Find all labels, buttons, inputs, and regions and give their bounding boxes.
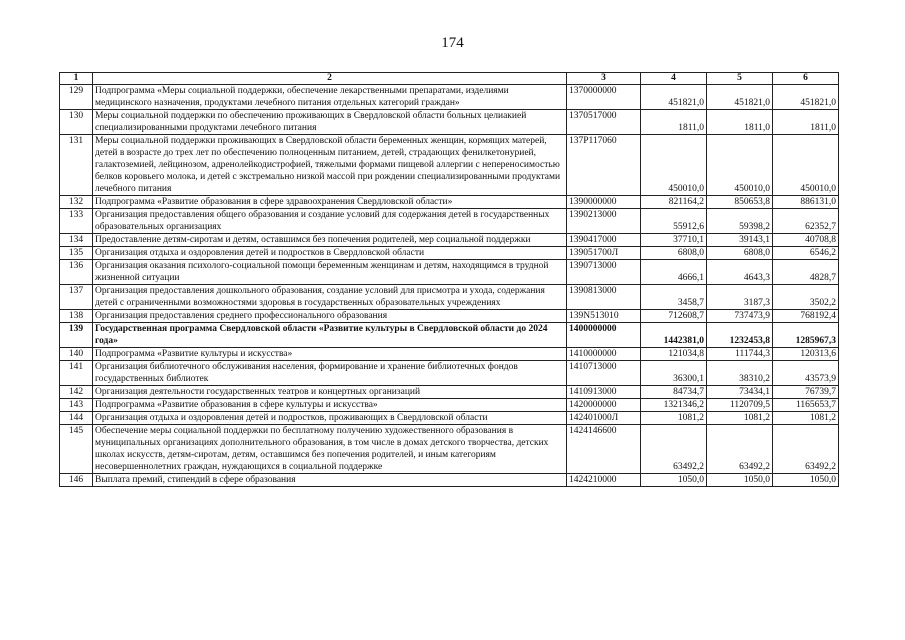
- row-number-cell: 141: [60, 361, 93, 386]
- row-code-cell: 1390813000: [567, 285, 641, 310]
- row-name-cell: Организация предоставления среднего профессионального образования: [93, 310, 567, 323]
- table-row: [60, 209, 839, 234]
- column-header: 2: [93, 73, 567, 85]
- row-value-4-cell: 1321346,2: [641, 399, 707, 412]
- row-value-6-cell: 1811,0: [773, 110, 839, 135]
- table-row: [60, 196, 839, 209]
- row-number-cell: 131: [60, 135, 93, 196]
- column-header: 6: [773, 73, 839, 85]
- row-value-4-cell: 712608,7: [641, 310, 707, 323]
- table-row: [60, 85, 839, 110]
- row-value-4-cell: 36300,1: [641, 361, 707, 386]
- row-code-cell: 137P117060: [567, 135, 641, 196]
- row-number-cell: 139: [60, 323, 93, 348]
- row-value-4-cell: 1081,2: [641, 412, 707, 425]
- table-row: [60, 110, 839, 135]
- row-name-cell: Подпрограмма «Развитие образования в сфере культуры и искусства»: [93, 399, 567, 412]
- table-row: [60, 234, 839, 247]
- row-number-cell: 143: [60, 399, 93, 412]
- row-code-cell: 1370517000: [567, 110, 641, 135]
- row-name-cell: Подпрограмма «Развитие культуры и искусства»: [93, 348, 567, 361]
- row-name-cell: Подпрограмма «Меры социальной поддержки, обеспечение лекарственными препаратами, изделиями медицинского назначения, продуктами лечебного питания отдельных категорий граждан»: [93, 85, 567, 110]
- row-value-5-cell: 737473,9: [707, 310, 773, 323]
- row-value-6-cell: 1285967,3: [773, 323, 839, 348]
- row-name-cell: Организация отдыха и оздоровления детей и подростков, проживающих в Свердловской области: [93, 412, 567, 425]
- budget-table: [59, 72, 839, 487]
- row-name-cell: Меры социальной поддержки по обеспечению проживающих в Свердловской области больных целиакией специализированными продуктами лечебного питания: [93, 110, 567, 135]
- row-code-cell: 139N513010: [567, 310, 641, 323]
- row-value-6-cell: 40708,8: [773, 234, 839, 247]
- column-header: 3: [567, 73, 641, 85]
- row-value-6-cell: 76739,7: [773, 386, 839, 399]
- table-row: [60, 412, 839, 425]
- row-value-5-cell: 38310,2: [707, 361, 773, 386]
- row-value-5-cell: 73434,1: [707, 386, 773, 399]
- row-value-5-cell: 4643,3: [707, 260, 773, 285]
- row-value-6-cell: 3502,2: [773, 285, 839, 310]
- row-name-cell: Организация библиотечного обслуживания населения, формирование и хранение библиотечных фондов государственных библиотек: [93, 361, 567, 386]
- table-row: [60, 386, 839, 399]
- table-row: [60, 260, 839, 285]
- row-value-4-cell: 37710,1: [641, 234, 707, 247]
- row-value-5-cell: 1050,0: [707, 474, 773, 487]
- table-row: [60, 310, 839, 323]
- row-value-6-cell: 1165653,7: [773, 399, 839, 412]
- row-value-4-cell: 1811,0: [641, 110, 707, 135]
- row-value-5-cell: 3187,3: [707, 285, 773, 310]
- row-value-4-cell: 1442381,0: [641, 323, 707, 348]
- row-number-cell: 135: [60, 247, 93, 260]
- row-value-5-cell: 1120709,5: [707, 399, 773, 412]
- row-value-5-cell: 451821,0: [707, 85, 773, 110]
- row-code-cell: 1370000000: [567, 85, 641, 110]
- row-value-4-cell: 84734,7: [641, 386, 707, 399]
- row-value-5-cell: 450010,0: [707, 135, 773, 196]
- row-name-cell: Организация предоставления дошкольного образования, создание условий для присмотра и ухода, содержания детей с ограниченными возможностями здоровья в государственных образовательных учреждениях: [93, 285, 567, 310]
- row-number-cell: 138: [60, 310, 93, 323]
- row-value-6-cell: 886131,0: [773, 196, 839, 209]
- row-number-cell: 144: [60, 412, 93, 425]
- row-value-6-cell: 451821,0: [773, 85, 839, 110]
- row-value-6-cell: 450010,0: [773, 135, 839, 196]
- row-number-cell: 130: [60, 110, 93, 135]
- row-code-cell: 1390713000: [567, 260, 641, 285]
- table-row: [60, 474, 839, 487]
- table-row: [60, 399, 839, 412]
- row-value-4-cell: 63492,2: [641, 425, 707, 474]
- row-code-cell: 1410913000: [567, 386, 641, 399]
- row-value-4-cell: 1050,0: [641, 474, 707, 487]
- row-value-6-cell: 4828,7: [773, 260, 839, 285]
- row-value-4-cell: 121034,8: [641, 348, 707, 361]
- row-value-6-cell: 120313,6: [773, 348, 839, 361]
- column-header: 4: [641, 73, 707, 85]
- table-row: [60, 361, 839, 386]
- row-number-cell: 140: [60, 348, 93, 361]
- row-code-cell: 1390213000: [567, 209, 641, 234]
- table-row: [60, 135, 839, 196]
- column-header: 5: [707, 73, 773, 85]
- row-value-4-cell: 3458,7: [641, 285, 707, 310]
- row-value-6-cell: 1081,2: [773, 412, 839, 425]
- row-name-cell: Организация предоставления общего образования и создание условий для содержания детей в государственных образовательных организациях: [93, 209, 567, 234]
- row-value-5-cell: 1081,2: [707, 412, 773, 425]
- table-row: [60, 323, 839, 348]
- row-value-4-cell: 55912,6: [641, 209, 707, 234]
- table-row: [60, 348, 839, 361]
- row-value-5-cell: 63492,2: [707, 425, 773, 474]
- header-row: [60, 73, 839, 85]
- row-value-5-cell: 59398,2: [707, 209, 773, 234]
- table-row: [60, 247, 839, 260]
- row-number-cell: 142: [60, 386, 93, 399]
- row-code-cell: 1424146600: [567, 425, 641, 474]
- row-name-cell: Обеспечение меры социальной поддержки по бесплатному получению художественного образования в муниципальных организациях дополнительного образования, в том числе в домах детского творчества, детских школах искусств, детям-сиротам, детям, оставшимся без попечения родителей, и иным категориям несовершеннолетних граждан, нуждающихся в социальной поддержке: [93, 425, 567, 474]
- row-value-6-cell: 63492,2: [773, 425, 839, 474]
- row-code-cell: 1410713000: [567, 361, 641, 386]
- row-name-cell: Организация деятельности государственных театров и концертных организаций: [93, 386, 567, 399]
- row-name-cell: Меры социальной поддержки проживающих в Свердловской области беременных женщин, кормящих матерей, детей в возрасте до трех лет по обеспечению полноценным питанием, детей, страдающих фенилкетонурией, галактоземией, лейцинозом, адренолейкодистрофией, тяжелыми формами пищевой аллергии с непереносимостью белков коровьего молока, и детей с экстремально низкой массой при рождении специализированными продуктами лечебного питания: [93, 135, 567, 196]
- row-number-cell: 145: [60, 425, 93, 474]
- row-code-cell: 1424210000: [567, 474, 641, 487]
- row-value-6-cell: 62352,7: [773, 209, 839, 234]
- row-name-cell: Организация отдыха и оздоровления детей и подростков в Свердловской области: [93, 247, 567, 260]
- row-code-cell: 1410000000: [567, 348, 641, 361]
- row-number-cell: 146: [60, 474, 93, 487]
- row-value-5-cell: 39143,1: [707, 234, 773, 247]
- row-value-5-cell: 1811,0: [707, 110, 773, 135]
- row-name-cell: Выплата премий, стипендий в сфере образования: [93, 474, 567, 487]
- row-code-cell: 142401000Л: [567, 412, 641, 425]
- row-number-cell: 132: [60, 196, 93, 209]
- row-number-cell: 134: [60, 234, 93, 247]
- row-value-5-cell: 6808,0: [707, 247, 773, 260]
- row-number-cell: 133: [60, 209, 93, 234]
- row-value-5-cell: 1232453,8: [707, 323, 773, 348]
- row-value-6-cell: 6546,2: [773, 247, 839, 260]
- row-code-cell: 139051700Л: [567, 247, 641, 260]
- table-row: [60, 425, 839, 474]
- row-value-6-cell: 768192,4: [773, 310, 839, 323]
- row-code-cell: 1390417000: [567, 234, 641, 247]
- row-code-cell: 1420000000: [567, 399, 641, 412]
- row-name-cell: Подпрограмма «Развитие образования в сфере здравоохранения Свердловской области»: [93, 196, 567, 209]
- row-code-cell: 1400000000: [567, 323, 641, 348]
- row-value-4-cell: 4666,1: [641, 260, 707, 285]
- row-value-4-cell: 6808,0: [641, 247, 707, 260]
- row-value-4-cell: 450010,0: [641, 135, 707, 196]
- row-value-4-cell: 451821,0: [641, 85, 707, 110]
- row-value-5-cell: 111744,3: [707, 348, 773, 361]
- row-value-6-cell: 43573,9: [773, 361, 839, 386]
- row-name-cell: Организация оказания психолого-социальной помощи беременным женщинам и детям, находящимся в трудной жизненной ситуации: [93, 260, 567, 285]
- row-name-cell: Предоставление детям-сиротам и детям, оставшимся без попечения родителей, мер социальной поддержки: [93, 234, 567, 247]
- column-header: 1: [60, 73, 93, 85]
- row-name-cell: Государственная программа Свердловской области «Развитие культуры в Свердловской области до 2024 года»: [93, 323, 567, 348]
- row-value-4-cell: 821164,2: [641, 196, 707, 209]
- row-number-cell: 137: [60, 285, 93, 310]
- row-number-cell: 129: [60, 85, 93, 110]
- row-code-cell: 1390000000: [567, 196, 641, 209]
- row-value-5-cell: 850653,8: [707, 196, 773, 209]
- table-row: [60, 285, 839, 310]
- row-number-cell: 136: [60, 260, 93, 285]
- row-value-6-cell: 1050,0: [773, 474, 839, 487]
- page-number: 174: [441, 35, 464, 51]
